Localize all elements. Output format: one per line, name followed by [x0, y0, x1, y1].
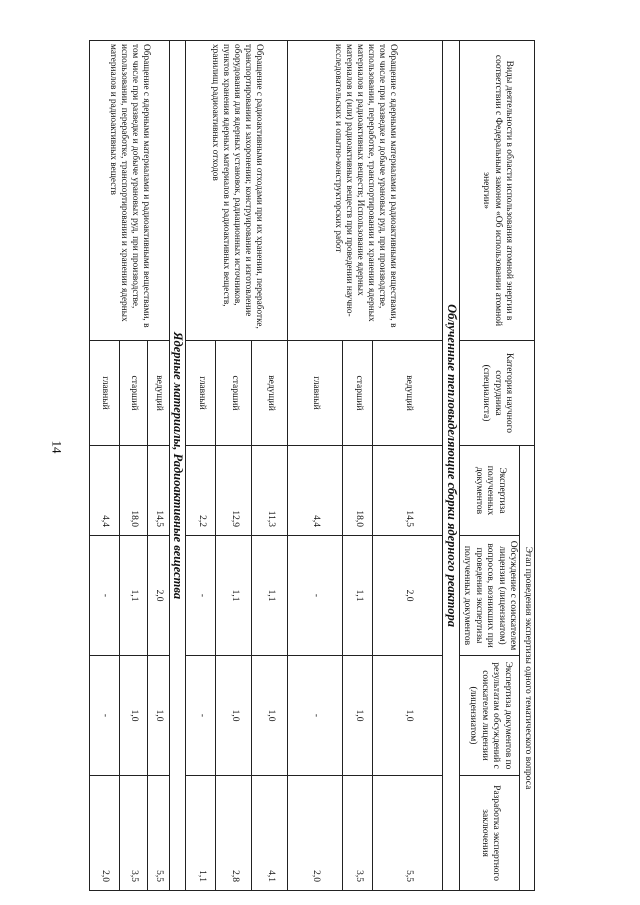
value-cell: 2,0 — [288, 776, 343, 891]
category-cell: ведущий — [373, 341, 443, 446]
value-cell: 1,0 — [148, 656, 170, 776]
value-cell: 3,5 — [120, 776, 148, 891]
value-cell: 3,5 — [343, 776, 373, 891]
value-cell: 4,4 — [288, 446, 343, 536]
value-cell: 12,9 — [216, 446, 252, 536]
header-expertise: Экспертиза полученных документов — [460, 446, 521, 536]
value-cell: 2,2 — [186, 446, 216, 536]
value-cell: 1,1 — [186, 776, 216, 891]
value-cell: - — [186, 656, 216, 776]
activity-cell: Обращение с радиоактивными отходами при их хранении, переработке, транспортировании и захоронении; конструирование и изготовление оборудования для ядерных установок, радиационных источников, пунктов хранения ядерных материалов и радиоактивных веществ, хранилищ радиоактивных отходов — [186, 41, 288, 341]
value-cell: 5,5 — [148, 776, 170, 891]
expertise-table — [89, 40, 535, 891]
category-cell: старший — [343, 341, 373, 446]
category-cell: главный — [186, 341, 216, 446]
category-cell: старший — [216, 341, 252, 446]
header-discussion: Обсуждение с соискателем лицензии (лицензиатом) вопросов, возникших при проведении экспертизы полученных документов — [460, 536, 521, 656]
value-cell: 4,1 — [252, 776, 288, 891]
value-cell: 11,3 — [252, 446, 288, 536]
value-cell: 1,0 — [120, 656, 148, 776]
value-cell: 1,1 — [252, 536, 288, 656]
category-cell: главный — [288, 341, 343, 446]
activity-cell: Обращение с ядерными материалами и радиоактивными веществами, в том числе при разведке и добыче урановых руд, при производстве, использовании, переработке, транспортировании и хранении ядерных материалов и радиоактивных веществ — [90, 41, 170, 341]
section-title: Ядерные материалы, Радиоактивные вещества — [170, 41, 187, 891]
value-cell: 2,8 — [216, 776, 252, 891]
value-cell: 2,0 — [90, 776, 120, 891]
value-cell: - — [288, 536, 343, 656]
category-cell: старший — [120, 341, 148, 446]
value-cell: 1,1 — [120, 536, 148, 656]
category-cell: ведущий — [148, 341, 170, 446]
section-title: Облученные тепловыделяющие сборки ядерного реактора — [443, 41, 460, 891]
value-cell: 2,0 — [148, 536, 170, 656]
value-cell: 1,0 — [252, 656, 288, 776]
header-activity: Виды деятельности в области использования атомной энергии в соответствии с Федеральным законом «Об использовании атомной энергии» — [460, 41, 535, 341]
value-cell: - — [186, 536, 216, 656]
value-cell: - — [288, 656, 343, 776]
value-cell: 14,5 — [373, 446, 443, 536]
header-results: Экспертиза документов по результатам обсуждений с соискателем лицензии (лицензиатом) — [460, 656, 521, 776]
value-cell: 5,5 — [373, 776, 443, 891]
header-category: Категория научного сотрудника (специалиста) — [460, 341, 535, 446]
value-cell: 1,1 — [216, 536, 252, 656]
value-cell: 1,0 — [343, 656, 373, 776]
category-cell: ведущий — [252, 341, 288, 446]
header-conclusion: Разработка экспертного заключения — [460, 776, 521, 891]
value-cell: 18,0 — [343, 446, 373, 536]
value-cell: - — [90, 656, 120, 776]
page-number: 14 — [49, 440, 65, 454]
value-cell: 1,0 — [216, 656, 252, 776]
value-cell: 14,5 — [148, 446, 170, 536]
rotated-table-wrapper — [99, 40, 535, 890]
value-cell: 18,0 — [120, 446, 148, 536]
value-cell: 2,0 — [373, 536, 443, 656]
value-cell: 4,4 — [90, 446, 120, 536]
value-cell: 1,0 — [373, 656, 443, 776]
activity-cell: Обращение с ядерными материалами и радиоактивными веществами, в том числе при разведке и добыче урановых руд, при производстве, использовании, переработке, транспортировании и хранении ядерных материалов и радиоактивных веществ; Использование ядерных материалов и (или) радиоактивных веществ при проведении научно-исследовательских и опытно-конструкторских работ — [288, 41, 443, 341]
value-cell: 1,1 — [343, 536, 373, 656]
header-stage-group: Этап проведения экспертизы одного тематического вопроса — [520, 446, 535, 891]
value-cell: - — [90, 536, 120, 656]
category-cell: главный — [90, 341, 120, 446]
